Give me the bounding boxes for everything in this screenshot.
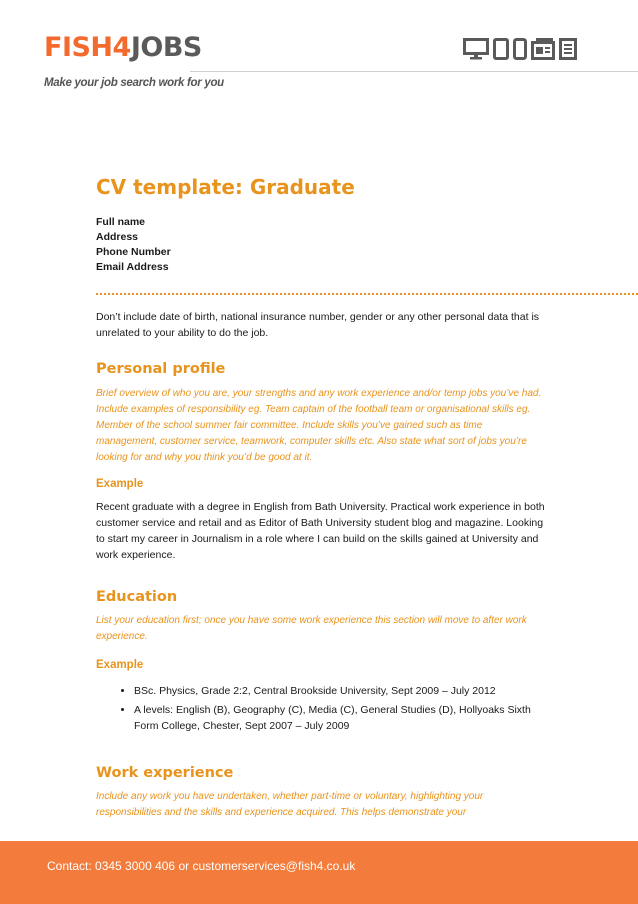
education-list — [96, 683, 546, 734]
logo-part-fish4: FISH4 — [44, 32, 131, 63]
personal-profile-heading: Personal profile — [96, 361, 226, 377]
field-phone-number: Phone Number — [96, 246, 171, 258]
list-item: • BSc. Physics, Grade 2:2, Central Brookside University, Sept 2009 – July 2012 — [134, 683, 546, 699]
phone-icon — [513, 38, 527, 60]
personal-profile-example-heading: Example — [96, 478, 144, 490]
field-address: Address — [96, 231, 139, 243]
logo-part-jobs: JOBS — [130, 32, 202, 63]
education-section — [96, 589, 546, 737]
work-experience-section — [96, 765, 546, 821]
personal-profile-example: Recent graduate with a degree in English from Bath University. Practical work experience in both customer service and retail and as Editor of Bath University student blog and magazine. Looking to start my career in Journalism in a role where I can build on the skills gained at University and work experience. — [96, 501, 545, 561]
intro-note: Don’t include date of birth, national insurance number, gender or any other personal data that is unrelated to your ability to do the job. — [96, 311, 540, 339]
personal-profile-section — [96, 361, 546, 563]
tablet-icon — [493, 38, 509, 60]
work-experience-hint: Include any work you have undertaken, whether part-time or voluntary, highlighting your responsibilities and the skills and experience acquired. This helps demonstrate your — [96, 791, 484, 818]
cv-header-block — [96, 175, 546, 275]
page-header — [0, 0, 638, 100]
field-full-name: Full name — [96, 216, 146, 228]
fish4jobs-logo[interactable] — [44, 34, 202, 61]
education-heading: Education — [96, 589, 178, 605]
header-divider — [190, 71, 638, 72]
education-hint: List your education first; once you have some work experience this section will move to after work experience. — [96, 615, 527, 642]
newspaper-icon — [531, 38, 555, 60]
contact-fields — [96, 215, 546, 275]
desktop-icon — [463, 38, 489, 60]
tagline: Make your job search work for you — [44, 77, 224, 89]
footer-contact: Contact: 0345 3000 406 or customerservices@fish4.co.uk — [47, 859, 356, 873]
work-experience-heading: Work experience — [96, 765, 234, 781]
document-icon — [559, 38, 577, 60]
personal-profile-hint: Brief overview of who you are, your strengths and any work experience and/or temp jobs you’ve had. Include examples of responsibility eg. Team captain of the football team or organisational skills eg. Member of the school summer fair committee. Include skills you’ve gained such as time management, customer service, teamwork, computer skills etc. Also state what sort of jobs you’re looking for and why you think you’d be good at it. — [96, 388, 542, 463]
document-title: CV template: Graduate — [96, 175, 355, 199]
education-example-heading: Example — [96, 659, 144, 671]
dotted-divider — [96, 293, 638, 295]
field-email-address: Email Address — [96, 261, 169, 273]
page-footer — [0, 841, 638, 904]
device-icons — [463, 38, 577, 62]
list-item: • A levels: English (B), Geography (C), Media (C), General Studies (D), Hollyoaks Sixth Form College, Chester, Sept 2007 – July 2009 — [134, 702, 546, 734]
